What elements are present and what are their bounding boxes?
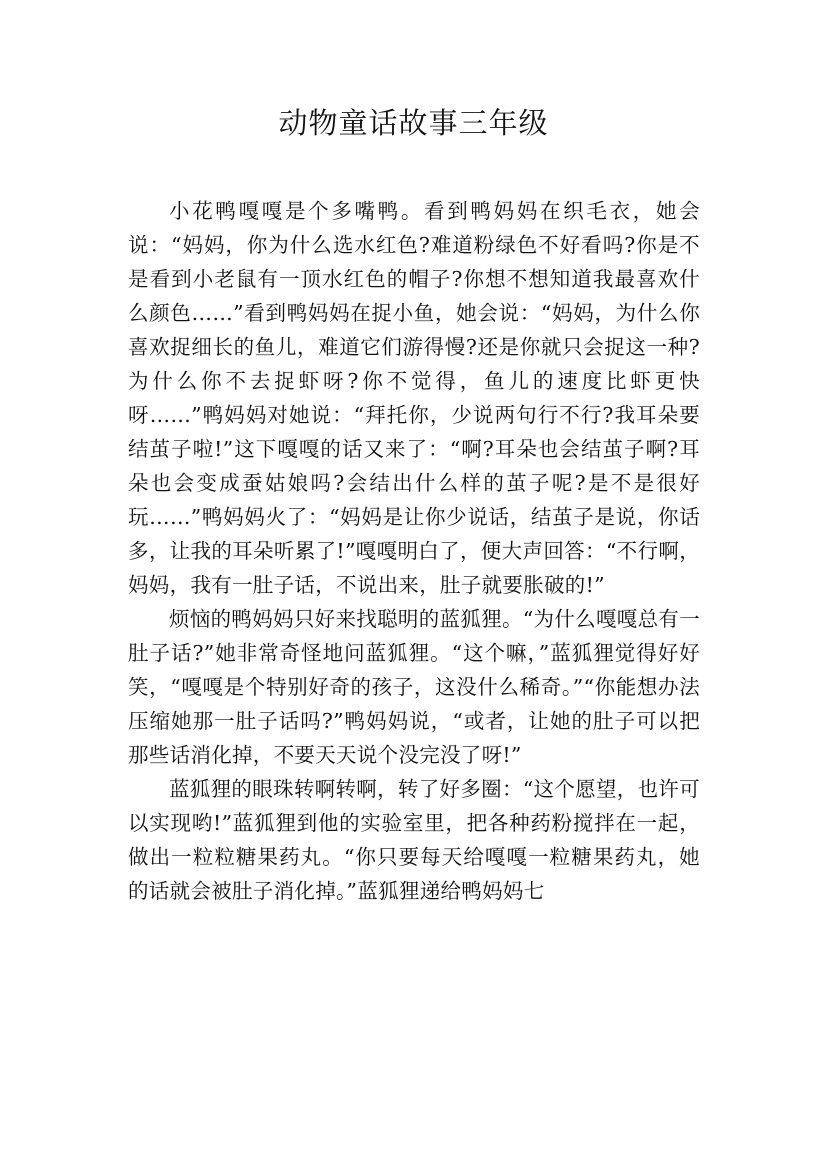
page-title: 动物童话故事三年级 [278,106,549,140]
paragraph-1: 小花鸭嘎嘎是个多嘴鸭。看到鸭妈妈在织毛衣，她会说：“妈妈，你为什么选水红色?难道粉绿色不好看吗?你是不是看到小老鼠有一顶水红色的帽子?你想不想知道我最喜欢什么颜色……”看到鸭妈妈在捉小鱼，她会说：“妈妈，为什么你喜欢捉细长的鱼儿，难道它们游得慢?还是你就只会捉这一种?为什么你不去捉虾呀?你不觉得，鱼儿的速度比虾更快呀……”鸭妈妈对她说：“拜托你，少说两句行不行?我耳朵要结茧子啦!”这下嘎嘎的话又来了：“啊?耳朵也会结茧子啊?耳朵也会变成蚕姑娘吗?会结出什么样的茧子呢?是不是很好玩……”鸭妈妈火了：“妈妈是让你少说话，结茧子是说，你话多，让我的耳朵听累了!”嘎嘎明白了，便大声回答：“不行啊，妈妈，我有一肚子话，不说出来，肚子就要胀破的!” [128,199,700,597]
paragraph-2: 烦恼的鸭妈妈只好来找聪明的蓝狐狸。“为什么嘎嘎总有一肚子话?”她非常奇怪地问蓝狐狸。“这个嘛，”蓝狐狸觉得好好笑，“嘎嘎是个特别好奇的孩子，这没什么稀奇。”“你能想办法压缩她那一肚子话吗?”鸭妈妈说，“或者，让她的肚子可以把那些话消化掉，不要天天说个没完没了呀!” [128,607,700,767]
paragraph-3: 蓝狐狸的眼珠转啊转啊，转了好多圈：“这个愿望，也许可以实现哟!”蓝狐狸到他的实验室里，把各种药粉搅拌在一起，做出一粒粒糖果药丸。“你只要每天给嘎嘎一粒糖果药丸，她的话就会被肚子消化掉。”蓝狐狸递给鸭妈妈七 [128,777,700,903]
story-body [128,194,700,908]
